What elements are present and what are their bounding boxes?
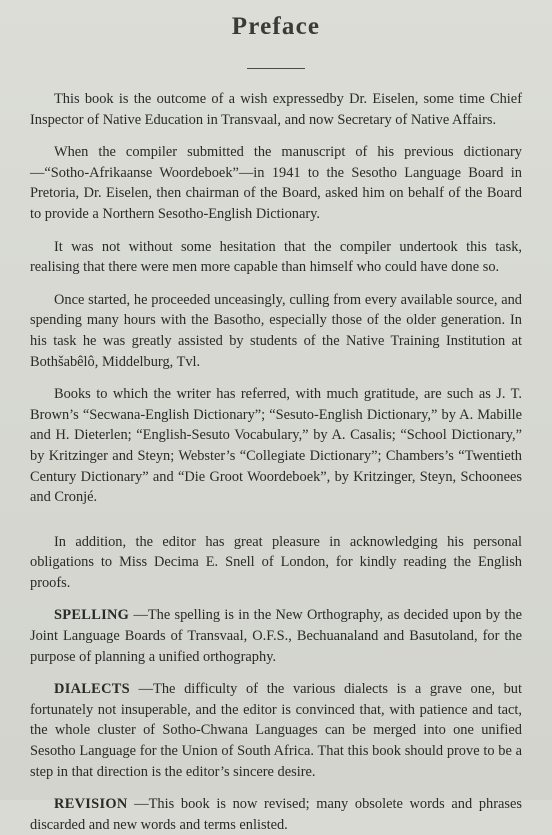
paragraph-text: —The difficulty of the various dialects is a grave one, but fortunately not insuperable, and the editor is convinced that, with patience and tact, the whole cluster of Sotho-Chwana Languages can be merged into one unified Sesotho Language for the Union of South Africa. That this book should prove to be a step in that direction is the editor’s sincere desire. [30, 681, 522, 780]
paragraph-intro [30, 89, 522, 130]
paragraph-references [30, 384, 522, 508]
section-heading-spelling: SPELLING [54, 607, 130, 624]
paragraph-manuscript [30, 142, 522, 224]
paragraph-text: In addition, the editor has great pleasure in acknowledging his personal obligations to Miss Decima E. Snell of London, for kindly reading the English proofs. [30, 533, 522, 591]
section-heading-revision: REVISION [54, 796, 128, 813]
paragraph-acknowledgement [30, 532, 522, 594]
paragraph-work [30, 290, 522, 372]
paragraph-text: It was not without some hesitation that the compiler undertook this task, realising that there were men more capable than himself who could have done so. [30, 238, 522, 276]
title-divider [247, 68, 305, 69]
paragraph-text: Books to which the writer has referred, with much gratitude, are such as J. T. Brown’s “Secwana-English Dictionary”; “Sesuto-English Dictionary,” by A. Mabille and H. Dieterlen; “English-Sesuto Vocabulary,” by A. Casalis; “School Dictionary,” by Kritzinger and Steyn; Webster’s “Collegiate Dictionary”; Chambers’s “Twentieth Century Dictionary” and “Die Groot Woordeboek”, by Kritzinger, Steyn, Schoonees and Cronjé. [30, 386, 522, 506]
paragraph-text: —The spelling is in the New Orthography, as decided upon by the Joint Language Boards of Transvaal, O.F.S., Bechuanaland and Basutoland, for the purpose of planning a unified orthography. [30, 607, 522, 665]
paragraph-text: When the compiler submitted the manuscript of his previous dictionary —“Sotho-Afrikaanse Woordeboek”—in 1941 to the Sesotho Language Board in Pretoria, Dr. Eiselen, then chairman of the Board, asked him on behalf of the Board to provide a Northern Sesotho-English Dictionary. [30, 144, 522, 222]
section-heading-dialects: DIALECTS [54, 681, 130, 698]
paragraph-revision [30, 794, 522, 835]
paragraph-text: Once started, he proceeded unceasingly, culling from every available source, and spending many hours with the Basotho, especially those of the older generation. In his task he was greatly assisted by students of the Native Training Institution at Bothšabêlô, Middelburg, Tvl. [30, 291, 522, 370]
paragraph-text: This book is the outcome of a wish expressedby Dr. Eiselen, some time Chief Inspector of Native Education in Transvaal, and now Secretary of Native Affairs. [30, 91, 522, 128]
paragraph-spelling [30, 605, 522, 667]
paragraph-dialects [30, 679, 522, 782]
paragraph-hesitation [30, 237, 522, 278]
page-title: Preface [231, 13, 321, 40]
paragraph-text: —This book is now revised; many obsolete words and phrases discarded and new words and terms enlisted. [30, 796, 522, 833]
